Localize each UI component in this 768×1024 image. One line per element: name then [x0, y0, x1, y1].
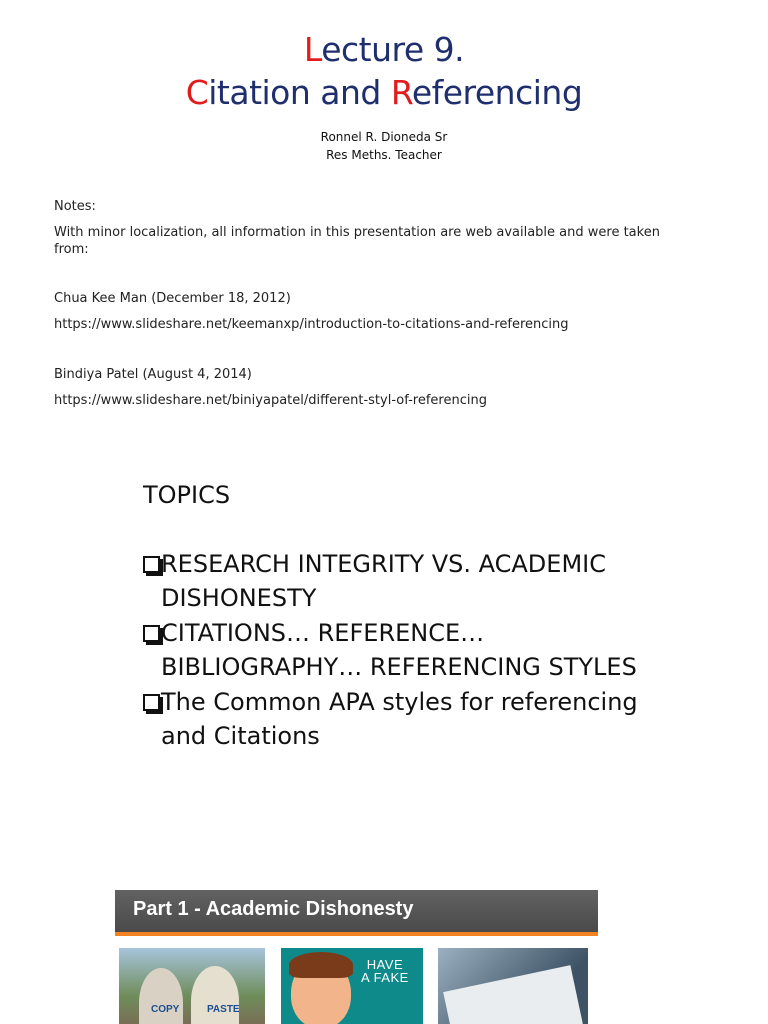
title-line-1: Lecture 9.	[303, 30, 465, 69]
source-url-1[interactable]: https://www.slideshare.net/keemanxp/introduction-to-citations-and-referencing	[54, 317, 569, 332]
shirt-label: COPY	[151, 1004, 180, 1015]
source-url-2[interactable]: https://www.slideshare.net/biniyapatel/different-styl-of-referencing	[54, 393, 487, 408]
classroom-photo	[438, 948, 588, 1024]
author-role: Res Meths. Teacher	[326, 148, 442, 162]
fake-cartoon-image	[281, 948, 423, 1024]
students-photo	[119, 948, 265, 1024]
title-line-2: Citation and Referencing	[185, 73, 583, 112]
person-figure	[191, 966, 239, 1024]
slide-preview	[115, 890, 598, 1024]
person-figure	[139, 968, 183, 1024]
notes-intro: With minor localization, all information in this presentation are web available and were taken from:	[54, 225, 660, 257]
notes-section	[54, 198, 684, 409]
shirt-label: PASTE	[207, 1004, 240, 1015]
lecture-title	[0, 28, 768, 114]
cartoon-hair	[289, 952, 353, 978]
author-block	[0, 128, 768, 164]
checkbox-bullet-icon	[143, 625, 160, 642]
author-name: Ronnel R. Dioneda Sr	[320, 130, 448, 144]
checkbox-bullet-icon	[143, 694, 160, 711]
topic-item	[143, 547, 663, 616]
topic-text: CITATIONS… REFERENCE… BIBLIOGRAPHY… REFERENCING STYLES	[161, 618, 637, 681]
topics-section	[143, 478, 663, 754]
topics-heading: TOPICS	[143, 481, 231, 509]
topic-text: The Common APA styles for referencing and Citations	[161, 687, 638, 750]
topic-text: RESEARCH INTEGRITY VS. ACADEMIC DISHONESTY	[161, 549, 606, 612]
fake-caption: HAVE A FAKE	[361, 957, 409, 985]
checkbox-bullet-icon	[143, 556, 160, 573]
topic-item	[143, 616, 663, 685]
slide-header: Part 1 - Academic Dishonesty	[115, 890, 598, 936]
source-author-1: Chua Kee Man (December 18, 2012)	[54, 291, 291, 306]
notes-label: Notes:	[54, 199, 96, 214]
paper-sheet	[443, 965, 583, 1024]
topic-item	[143, 685, 663, 754]
source-author-2: Bindiya Patel (August 4, 2014)	[54, 367, 252, 382]
